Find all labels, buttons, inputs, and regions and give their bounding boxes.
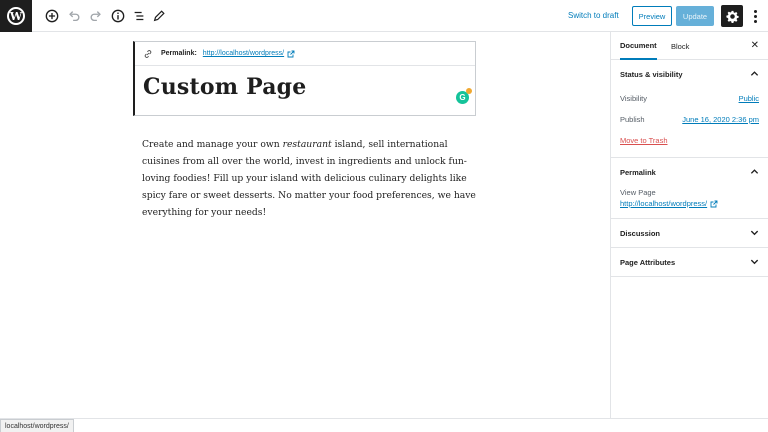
chevron-down-icon bbox=[750, 257, 759, 266]
status-url: localhost/wordpress/ bbox=[0, 419, 74, 432]
post-title-block[interactable] bbox=[133, 41, 476, 116]
sidebar-tabs bbox=[611, 32, 768, 60]
panel-toggle-permalink[interactable] bbox=[611, 158, 768, 186]
panel-permalink bbox=[611, 158, 768, 219]
paragraph-block[interactable] bbox=[142, 136, 478, 221]
more-options-button[interactable] bbox=[748, 6, 762, 26]
add-block-icon bbox=[45, 9, 59, 23]
wordpress-logo[interactable] bbox=[0, 0, 32, 32]
panel-toggle-discussion[interactable] bbox=[611, 219, 768, 247]
browser-status-bar bbox=[0, 418, 768, 432]
paragraph-text-start: Create and manage your own bbox=[142, 139, 283, 150]
tools-button[interactable] bbox=[149, 6, 169, 26]
paragraph-text-end: island, sell international cuisines from all over the world, invest in ingredients and unlock fun-loving foodies! Fill up your island with delicious culinary delights like spicy fare or sweet desserts. No matter your food preferences, we have everything for your needs! bbox=[142, 139, 476, 218]
content-info-button[interactable] bbox=[108, 6, 128, 26]
panel-toggle-page-attributes[interactable] bbox=[611, 248, 768, 276]
panel-page-attributes bbox=[611, 248, 768, 277]
tab-block[interactable]: Block bbox=[671, 41, 690, 51]
permalink-bar bbox=[135, 42, 475, 66]
publish-date-link[interactable]: June 16, 2020 2:36 pm bbox=[682, 115, 759, 124]
grammarly-icon: G bbox=[459, 93, 466, 102]
close-icon: ✕ bbox=[750, 40, 759, 51]
panel-status-visibility bbox=[611, 60, 768, 158]
edit-tools-icon bbox=[152, 9, 166, 23]
page-title[interactable]: Custom Page bbox=[143, 74, 307, 100]
panel-title: Permalink bbox=[620, 167, 656, 177]
more-options-icon bbox=[754, 10, 757, 13]
editor-toolbar bbox=[0, 0, 768, 32]
chevron-down-icon bbox=[750, 228, 759, 237]
gear-icon bbox=[726, 10, 739, 23]
link-icon bbox=[143, 49, 153, 59]
settings-button[interactable] bbox=[721, 5, 743, 27]
grammarly-button[interactable] bbox=[456, 91, 469, 104]
tab-document[interactable]: Document bbox=[620, 32, 657, 60]
redo-button[interactable] bbox=[86, 6, 106, 26]
paragraph-italic-text: restaurant bbox=[282, 139, 332, 150]
add-block-button[interactable] bbox=[42, 6, 62, 26]
info-icon bbox=[111, 9, 125, 23]
move-to-trash-link[interactable]: Move to Trash bbox=[620, 136, 668, 145]
preview-button[interactable]: Preview bbox=[632, 6, 672, 26]
permalink-url-link[interactable]: http://localhost/wordpress/ bbox=[202, 50, 285, 57]
visibility-label: Visibility bbox=[620, 94, 647, 103]
view-page-link-row bbox=[611, 199, 768, 208]
grammarly-badge bbox=[466, 88, 472, 94]
external-link-icon[interactable] bbox=[287, 50, 295, 58]
undo-icon bbox=[67, 9, 81, 23]
publish-row bbox=[611, 109, 768, 130]
chevron-up-icon bbox=[750, 69, 759, 78]
editor-canvas bbox=[0, 32, 610, 418]
trash-row bbox=[611, 130, 768, 151]
visibility-value-link[interactable]: Public bbox=[738, 94, 759, 103]
external-link-icon[interactable] bbox=[710, 200, 718, 208]
update-button[interactable]: Update bbox=[676, 6, 714, 26]
visibility-row bbox=[611, 88, 768, 109]
view-page-url-link[interactable]: http://localhost/wordpress/ bbox=[620, 199, 708, 208]
panel-title: Status & visibility bbox=[620, 69, 683, 79]
panel-title: Discussion bbox=[620, 228, 661, 238]
view-page-label: View Page bbox=[620, 188, 656, 197]
publish-label: Publish bbox=[620, 115, 645, 124]
switch-to-draft-link[interactable]: Switch to draft bbox=[568, 11, 619, 20]
more-options-icon bbox=[754, 15, 757, 18]
panel-title: Page Attributes bbox=[620, 257, 676, 267]
close-sidebar-button[interactable] bbox=[751, 40, 759, 51]
permalink-label: Permalink: bbox=[161, 50, 197, 57]
panel-toggle-status-visibility[interactable] bbox=[611, 60, 768, 88]
settings-sidebar bbox=[610, 32, 768, 418]
redo-icon bbox=[89, 9, 103, 23]
undo-button[interactable] bbox=[64, 6, 84, 26]
chevron-up-icon bbox=[750, 167, 759, 176]
panel-discussion bbox=[611, 219, 768, 248]
list-view-icon bbox=[132, 9, 146, 23]
more-options-icon bbox=[754, 20, 757, 23]
wordpress-logo-icon: W bbox=[7, 7, 25, 25]
block-navigation-button[interactable] bbox=[129, 6, 149, 26]
